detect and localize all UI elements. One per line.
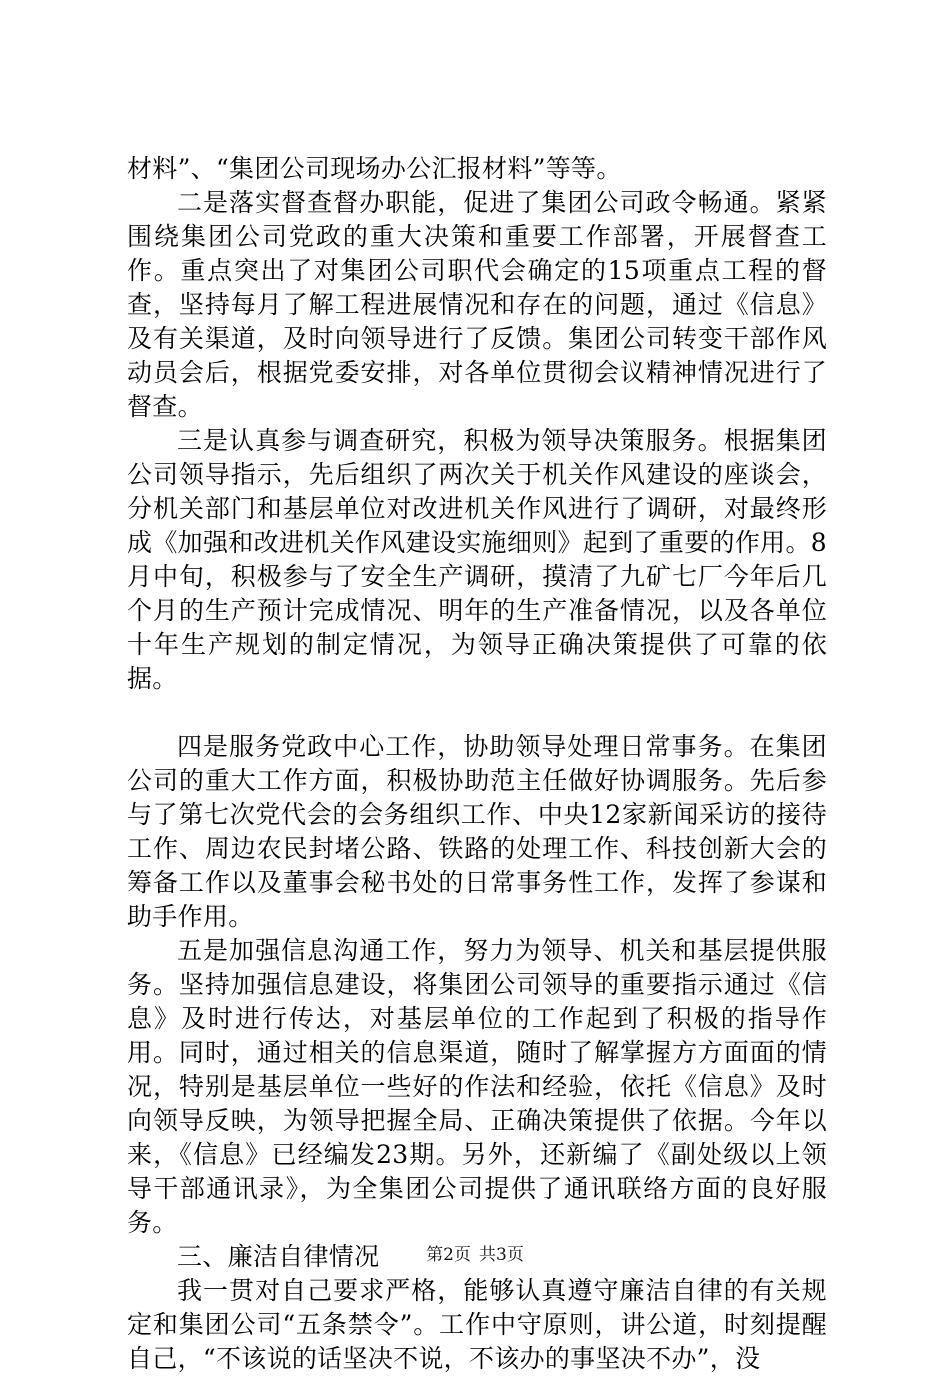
page-number: 第2页 <box>426 1245 471 1265</box>
paragraph-supervision: 二是落实督查督办职能，促进了集团公司政令畅通。紧紧围绕集团公司党政的重大决策和重要工作部署，开展督查工作。重点突出了对集团公司职代会确定的15项重点工程的督查，坚持每月了解工程进展情况和存在的问题，通过《信息》及有关渠道，及时向领导进行了反馈。集团公司转变干部作风动员会后，根据党委安排，对各单位贯彻会议精神情况进行了督查。 <box>127 188 827 421</box>
page-footer <box>0 1244 950 1266</box>
paragraph-information: 五是加强信息沟通工作，努力为领导、机关和基层提供服务。坚持加强信息建设，将集团公司领导的重要指示通过《信息》及时进行传达，对基层单位的工作起到了积极的指导作用。同时，通过相关的信息渠道，随时了解掌握方方面面的情况，特别是基层单位一些好的作法和经验，依托《信息》及时向领导反映，为领导把握全局、正确决策提供了依据。今年以来，《信息》已经编发23期。另外，还新编了《副处级以上领导干部通讯录》，为全集团公司提供了通讯联络方面的良好服务。 <box>127 936 827 1237</box>
paragraph-integrity: 我一贯对自己要求严格，能够认真遵守廉洁自律的有关规定和集团公司“五条禁令”。工作中守原则，讲公道，时刻提醒自己，“不该说的话坚决不说，不该办的事坚决不办”，没 <box>127 1276 827 1373</box>
page-total: 共3页 <box>479 1245 524 1265</box>
paragraph-research: 三是认真参与调查研究，积极为领导决策服务。根据集团公司领导指示，先后组织了两次关于机关作风建设的座谈会，分机关部门和基层单位对改进机关作风进行了调研，对最终形成《加强和改进机关作风建设实施细则》起到了重要的作用。8月中旬，积极参与了安全生产调研，摸清了九矿七厂今年后几个月的生产预计完成情况、明年的生产准备情况，以及各单位十年生产规划的制定情况，为领导正确决策提供了可靠的依据。 <box>127 426 827 693</box>
section-heading-integrity: 三、廉洁自律情况 <box>177 1242 380 1271</box>
paragraph-service: 四是服务党政中心工作，协助领导处理日常事务。在集团公司的重大工作方面，积极协助范主任做好协调服务。先后参与了第七次党代会的会务组织工作、中央12家新闻采访的接待工作、周边农民封堵公路、铁路的处理工作、科技创新大会的筹备工作以及董事会秘书处的日常事务性工作，发挥了参谋和助手作用。 <box>127 732 827 931</box>
paragraph-continuation: 材料”、“集团公司现场办公汇报材料”等等。 <box>127 154 622 183</box>
document-body <box>127 152 827 1376</box>
